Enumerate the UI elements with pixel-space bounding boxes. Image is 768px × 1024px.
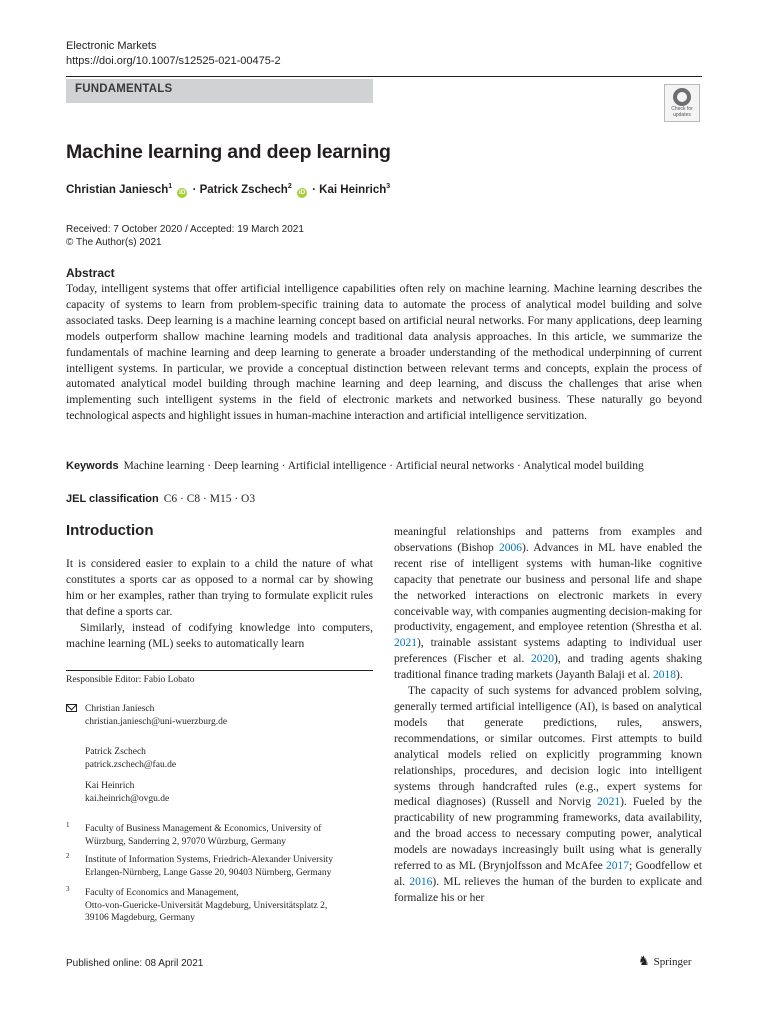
paragraph bbox=[394, 525, 702, 684]
affiliation-number: 3 bbox=[66, 885, 70, 893]
text-run: meaningful relationships and patterns from examples and observations (Bishop bbox=[394, 526, 702, 554]
copyright-line: © The Author(s) 2021 bbox=[66, 237, 162, 248]
author-separator: · bbox=[189, 184, 200, 196]
check-for-updates-badge[interactable] bbox=[664, 84, 700, 122]
author-name[interactable]: Kai Heinrich bbox=[319, 184, 387, 196]
abstract-heading: Abstract bbox=[66, 266, 115, 280]
paper-title: Machine learning and deep learning bbox=[66, 141, 391, 163]
author-separator: · bbox=[308, 184, 320, 196]
contact-name: Christian Janiesch bbox=[85, 704, 155, 714]
citation-link[interactable]: 2006 bbox=[498, 541, 522, 554]
introduction-heading: Introduction bbox=[66, 522, 154, 539]
affiliation bbox=[85, 854, 375, 879]
text-run: ). ML relieves the human of the burden to explicate and formalize his or her bbox=[394, 875, 702, 904]
jel-label: JEL classification bbox=[66, 493, 159, 505]
affiliation-line: Institute of Information Systems, Friedrich-Alexander University bbox=[85, 855, 334, 865]
keywords-value: Machine learning · Deep learning · Artificial intelligence · Artificial neural networks · Analytical model building bbox=[123, 460, 644, 472]
text-run: ), trainable assistant systems adapting to individual user preferences (Fischer et al. bbox=[394, 637, 702, 666]
doi-link[interactable]: https://doi.org/10.1007/s12525-021-00475-2 bbox=[66, 55, 281, 67]
contact-name: Patrick Zschech bbox=[85, 747, 146, 757]
text-run: ). Fueled by the practicability of new programming frameworks, data availability, and the broad access to necessary computing power, analytical models are nowadays increasingly built using what is generally referred to as ML (Brynjolfsson and McAfee bbox=[394, 796, 702, 873]
jel-line bbox=[66, 493, 255, 505]
affiliation-line: Faculty of Business Management & Economics, University of bbox=[85, 824, 322, 834]
keywords-line bbox=[66, 460, 716, 472]
springer-logo[interactable] bbox=[638, 953, 692, 969]
author-list bbox=[66, 183, 390, 198]
paragraph: It is considered easier to explain to a child the nature of what constitutes a sports car as opposed to a normal car by showing him or her examples, rather than trying to formulate explicit rules that define a sports car. bbox=[66, 558, 373, 618]
received-accepted-dates: Received: 7 October 2020 / Accepted: 19 March 2021 bbox=[66, 224, 304, 235]
contact-entry bbox=[85, 703, 227, 728]
affiliation-line: Würzburg, Sanderring 2, 97070 Würzburg, Germany bbox=[85, 836, 287, 847]
text-run: ). Advances in ML have enabled the recent rise of intelligent systems with human-like cognitive capacity that penetrate our business and personal life and shape the networked interactions on electronic markets in every conceivable way, with companies augmenting decision-making for productivity, engagement, and employee retention (Shrestha et al. bbox=[394, 541, 702, 634]
springer-horse-icon: ♞ bbox=[638, 953, 650, 968]
affiliation bbox=[85, 887, 375, 925]
citation-link[interactable]: 2017 bbox=[606, 860, 630, 873]
affiliation-ref[interactable]: 2 bbox=[287, 183, 292, 190]
right-column-body bbox=[394, 525, 702, 907]
jel-value: C6 · C8 · M15 · O3 bbox=[163, 493, 256, 505]
header-rule bbox=[66, 76, 702, 77]
paragraph bbox=[394, 684, 702, 907]
affiliation bbox=[85, 823, 375, 848]
citation-link[interactable]: 2016 bbox=[409, 875, 433, 888]
affiliation-line: Faculty of Economics and Management, bbox=[85, 888, 239, 898]
author-name[interactable]: Christian Janiesch bbox=[66, 184, 169, 196]
affiliation-number: 1 bbox=[66, 821, 70, 829]
contact-name: Kai Heinrich bbox=[85, 781, 135, 791]
contact-entry bbox=[85, 746, 176, 771]
affiliation-line: Otto-von-Guericke-Universität Magdeburg, Universitätsplatz 2, bbox=[85, 900, 328, 911]
affiliation-line: Erlangen-Nürnberg, Lange Gasse 20, 90403 Nürnberg, Germany bbox=[85, 867, 332, 878]
left-column-body bbox=[66, 557, 373, 652]
citation-link[interactable]: 2021 bbox=[597, 796, 621, 809]
responsible-editor: Responsible Editor: Fabio Lobato bbox=[66, 675, 195, 685]
keywords-label: Keywords bbox=[66, 460, 119, 472]
text-run: ; Goodfellow et al. bbox=[394, 860, 702, 888]
section-label: FUNDAMENTALS bbox=[66, 79, 373, 103]
contact-email[interactable]: kai.heinrich@ovgu.de bbox=[85, 793, 170, 804]
abstract-text: Today, intelligent systems that offer artificial intelligence capabilities often rely on machine learning. Machine learning describes the capacity of systems to learn from problem-specific training data to automate the process of analytical model building and solve associated tasks. Deep learning is a machine learning concept based on artificial neural networks. For many applications, deep learning models outperform shallow machine learning models and traditional data analysis approaches. In this article, we summarize the fundamentals of machine learning and deep learning to generate a broader understanding of the methodical underpinning of current intelligent systems. In particular, we provide a conceptual distinction between relevant terms and concepts, explain the process of automated analytical model building through machine learning and deep learning, and discuss the challenges that arise when implementing such intelligent systems in the field of electronic markets and networked business. These naturally go beyond technological aspects and highlight issues in human-machine interaction and artificial intelligence servitization. bbox=[66, 281, 702, 423]
paragraph: Similarly, instead of codifying knowledge into computers, machine learning (ML) seeks to automatically learn bbox=[66, 621, 373, 650]
check-updates-label: Check for updates bbox=[671, 106, 693, 118]
envelope-icon bbox=[66, 704, 77, 712]
orcid-icon[interactable]: iD bbox=[179, 189, 186, 196]
citation-link[interactable]: 2020 bbox=[531, 653, 555, 666]
published-online-date: Published online: 08 April 2021 bbox=[66, 958, 204, 969]
text-run: The capacity of such systems for advanced problem solving, generally termed artificial intelligence (AI), is based on analytical models that generate predictions, rules, answers, recommendations, or similar outcomes. First attempts to build analytical models relied on explicitly programming known relationships, procedures, and decision logic into intelligent systems through handcrafted rules (e.g., expert systems for medical diagnoses) (Russell and Norvig bbox=[394, 685, 702, 809]
text-run: ). bbox=[675, 669, 683, 682]
contact-email[interactable]: patrick.zschech@fau.de bbox=[85, 759, 177, 770]
citation-link[interactable]: 2021 bbox=[394, 637, 417, 650]
affiliation-number: 2 bbox=[66, 852, 70, 860]
citation-link[interactable]: 2018 bbox=[652, 669, 676, 682]
text-run: ), and trading agents shaking traditional finance trading markets (Jayanth Balaji et al. bbox=[394, 653, 702, 682]
contact-entry bbox=[85, 780, 169, 805]
author-name[interactable]: Patrick Zschech bbox=[199, 184, 288, 196]
affiliation-line: 39106 Magdeburg, Germany bbox=[85, 913, 195, 923]
affiliation-ref[interactable]: 1 bbox=[168, 183, 173, 190]
check-updates-icon bbox=[673, 88, 691, 106]
footnote-rule bbox=[66, 670, 373, 671]
affiliation-ref[interactable]: 3 bbox=[386, 183, 391, 190]
contact-email[interactable]: christian.janiesch@uni-wuerzburg.de bbox=[85, 716, 228, 727]
journal-name: Electronic Markets bbox=[66, 40, 157, 52]
orcid-icon[interactable]: iD bbox=[298, 189, 306, 196]
publisher-name: Springer bbox=[653, 956, 692, 968]
